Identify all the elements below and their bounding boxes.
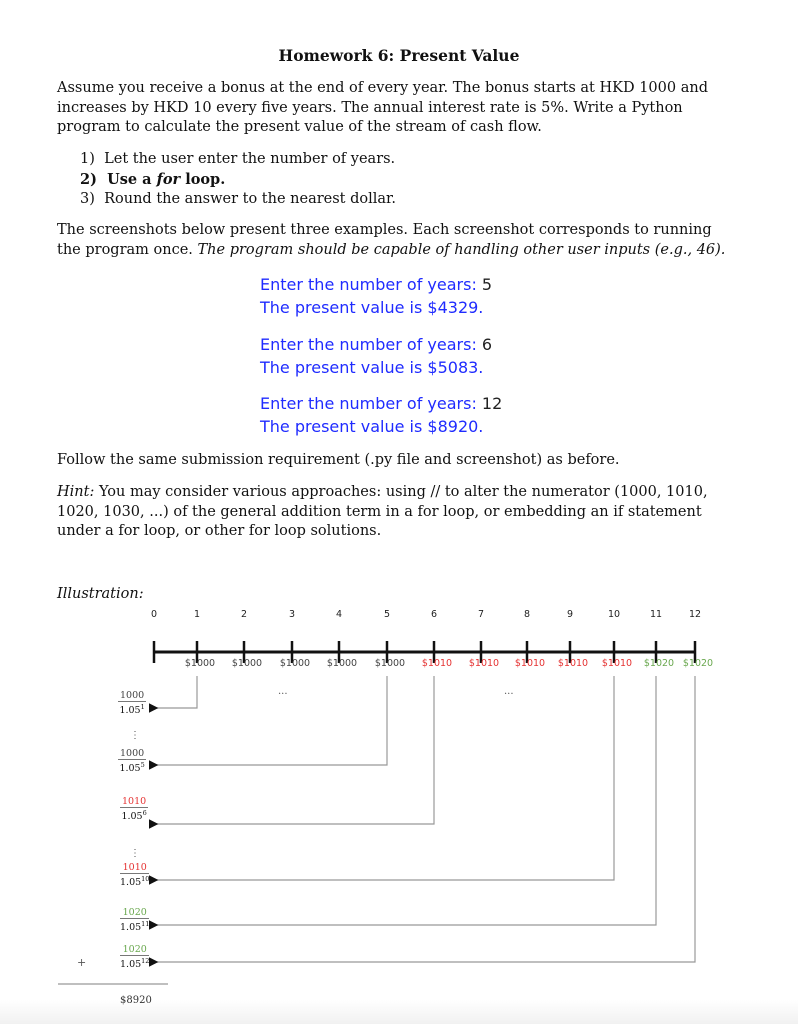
user-input: 12 bbox=[481, 394, 503, 413]
term-numerator: 1020 bbox=[120, 907, 149, 919]
cash-flow-amount: $1010 bbox=[557, 658, 589, 669]
term-denominator bbox=[120, 808, 148, 822]
term-base: 1.05 bbox=[119, 705, 141, 717]
cash-flow-amount: $1010 bbox=[601, 658, 633, 669]
term-denominator bbox=[118, 702, 146, 716]
term-base: 1.05 bbox=[120, 959, 142, 971]
hint-label: Hint: bbox=[57, 484, 95, 500]
discount-arrow bbox=[150, 676, 387, 765]
prompt-text: Enter the number of years: bbox=[260, 335, 482, 354]
user-input: 5 bbox=[481, 275, 493, 294]
result-text: The present value is $4329. bbox=[260, 298, 484, 317]
intro-paragraph: Assume you receive a bonus at the end of every year. The bonus starts at HKD 1000 and increases by HKD 10 every five years. The annual interest rate is 5%. Write a Python program to calculate the present value of the stream of cash flow. bbox=[57, 80, 708, 135]
term-numerator: 1020 bbox=[120, 944, 149, 956]
term-numerator: 1010 bbox=[120, 862, 149, 874]
list-number: 1) bbox=[80, 151, 95, 167]
term-numerator: 1000 bbox=[120, 690, 145, 701]
term-exponent: 12 bbox=[141, 957, 150, 965]
year-label: 7 bbox=[477, 609, 485, 620]
term-exponent: 5 bbox=[140, 761, 145, 769]
submission-note: Follow the same submission requirement (.py file and screenshot) as before. bbox=[57, 452, 620, 468]
examples-intro-text: The screenshots below present three examples. Each screenshot corresponds to running the program once. bbox=[57, 222, 712, 258]
cash-flow-amount: $1000 bbox=[231, 658, 263, 669]
cash-flow-amount: $1010 bbox=[468, 658, 500, 669]
total-value: $8920 bbox=[120, 995, 152, 1006]
year-label: 11 bbox=[649, 609, 663, 620]
discount-term bbox=[120, 862, 149, 888]
plus-sign: + bbox=[77, 956, 87, 969]
cash-flow-amount: $1000 bbox=[279, 658, 311, 669]
term-exponent: 1 bbox=[140, 703, 145, 711]
year-label: 12 bbox=[688, 609, 702, 620]
term-denominator bbox=[120, 919, 149, 933]
term-exponent: 6 bbox=[142, 809, 147, 817]
term-base: 1.05 bbox=[120, 877, 142, 889]
year-label: 9 bbox=[566, 609, 574, 620]
term-numerator: 1010 bbox=[122, 796, 147, 807]
prompt-text: Enter the number of years: bbox=[260, 275, 482, 294]
term-denominator bbox=[120, 874, 149, 888]
list-text: Use a bbox=[107, 171, 157, 188]
year-label: 1 bbox=[193, 609, 201, 620]
term-exponent: 11 bbox=[141, 920, 150, 928]
cash-flow-amount: $1000 bbox=[184, 658, 216, 669]
term-exponent: 10 bbox=[141, 875, 150, 883]
list-number: 2) bbox=[80, 171, 97, 188]
year-label: 4 bbox=[335, 609, 343, 620]
result-text: The present value is $8920. bbox=[260, 417, 484, 436]
year-label: 8 bbox=[523, 609, 531, 620]
year-label: 0 bbox=[150, 609, 158, 620]
illustration-label: Illustration: bbox=[57, 586, 144, 602]
list-text: Let the user enter the number of years. bbox=[104, 151, 396, 167]
discount-arrow bbox=[150, 676, 434, 824]
year-label: 3 bbox=[288, 609, 296, 620]
cash-flow-amount: $1000 bbox=[326, 658, 358, 669]
ellipsis: ... bbox=[278, 686, 288, 697]
cash-flow-amount: $1010 bbox=[514, 658, 546, 669]
discount-term bbox=[120, 907, 149, 933]
term-base: 1.05 bbox=[120, 922, 142, 934]
cash-flow-amount: $1020 bbox=[643, 658, 675, 669]
discount-term bbox=[118, 690, 146, 716]
list-text: loop. bbox=[180, 171, 226, 188]
discount-arrow bbox=[150, 676, 614, 880]
examples-intro-italic: The program should be capable of handling other user inputs (e.g., 46). bbox=[197, 241, 726, 258]
list-number: 3) bbox=[80, 191, 95, 207]
term-denominator bbox=[118, 760, 146, 774]
discount-term bbox=[120, 944, 149, 970]
result-text: The present value is $5083. bbox=[260, 358, 484, 377]
discount-arrow bbox=[150, 676, 656, 925]
discount-term bbox=[118, 748, 146, 774]
year-label: 6 bbox=[430, 609, 438, 620]
list-text: Round the answer to the nearest dollar. bbox=[104, 191, 396, 207]
year-label: 2 bbox=[240, 609, 248, 620]
cash-flow-amount: $1000 bbox=[374, 658, 406, 669]
discount-arrow bbox=[150, 676, 197, 708]
cash-flow-amount: $1020 bbox=[682, 658, 714, 669]
term-base: 1.05 bbox=[121, 811, 143, 823]
ellipsis: ... bbox=[504, 686, 514, 697]
hint-text: You may consider various approaches: using // to alter the numerator (1000, 1010, 1020, 1030, ...) of the general addition term in a for loop, or embedding an if statement under a for loop, or other for loop solutions. bbox=[57, 484, 708, 539]
discount-term bbox=[120, 796, 148, 822]
cash-flow-amount: $1010 bbox=[421, 658, 453, 669]
list-emphasis: for bbox=[156, 171, 181, 188]
term-numerator: 1000 bbox=[120, 748, 145, 759]
user-input: 6 bbox=[481, 335, 493, 354]
prompt-text: Enter the number of years: bbox=[260, 394, 482, 413]
discount-arrow bbox=[150, 676, 695, 962]
year-label: 5 bbox=[383, 609, 391, 620]
vertical-ellipsis: ⋮ bbox=[130, 730, 140, 741]
page-title: Homework 6: Present Value bbox=[278, 46, 520, 65]
term-denominator bbox=[120, 956, 149, 970]
term-base: 1.05 bbox=[119, 763, 141, 775]
vertical-ellipsis: ⋮ bbox=[130, 848, 140, 859]
year-label: 10 bbox=[607, 609, 621, 620]
